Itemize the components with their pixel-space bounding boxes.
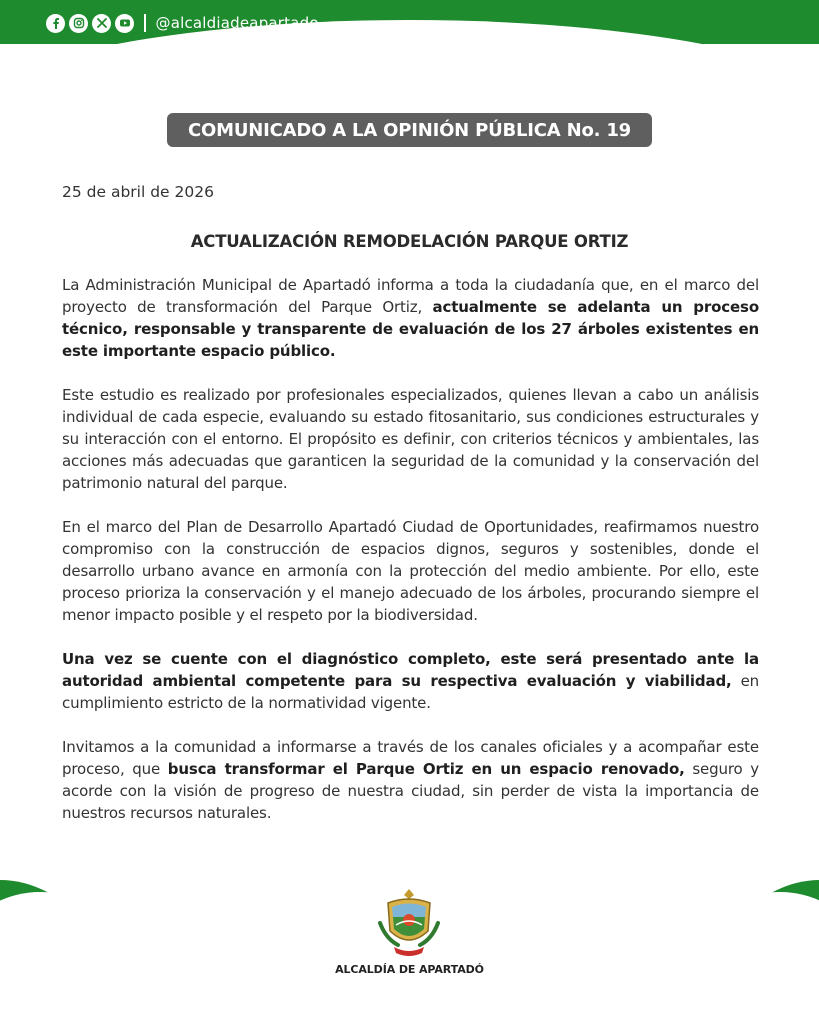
- paragraph-1-bold: actualmente se adelanta un proceso técnico, responsable y transparente de evaluación de los 27 árboles existentes en este importante espacio público.: [62, 298, 759, 360]
- paragraph-5: [62, 736, 759, 824]
- instagram-icon[interactable]: [69, 14, 88, 33]
- communique-headline: ACTUALIZACIÓN REMODELACIÓN PARQUE ORTIZ: [190, 232, 629, 251]
- header-divider: [144, 14, 146, 32]
- bottom-left-mask: [0, 892, 160, 1024]
- paragraph-4-text: en cumplimiento estricto de la normatividad vigente.: [62, 672, 759, 712]
- paragraph-4: [62, 648, 759, 714]
- municipal-shield-logo: [376, 887, 442, 959]
- paragraph-5-text-a: Invitamos a la comunidad a informarse a través de los canales oficiales y a acompañar este proceso, que: [62, 738, 759, 778]
- paragraph-5-bold: busca transformar el Parque Ortiz en un espacio renovado,: [167, 760, 685, 778]
- paragraph-4-bold: Una vez se cuente con el diagnóstico completo, este será presentado ante la autoridad ambiental competente para su respectiva evaluación y viabilidad,: [62, 650, 759, 690]
- logo-caption: ALCALDÍA DE APARTADÓ: [335, 963, 484, 976]
- paragraph-1: [62, 274, 759, 362]
- paragraph-2: Este estudio es realizado por profesionales especializados, quienes llevan a cabo un análisis individual de cada especie, evaluando su estado fitosanitario, sus condiciones estructurales y su interacción con el entorno. El propósito es definir, con criterios técnicos y ambientales, las acciones más adecuadas que garanticen la seguridad de la comunidad y la conservación del patrimonio natural del parque.: [62, 386, 759, 492]
- social-handle[interactable]: @alcaldiadeapartado: [155, 14, 319, 32]
- social-bar: [46, 13, 319, 33]
- facebook-icon[interactable]: [46, 14, 65, 33]
- paragraph-5-text-b: seguro y acorde con la visión de progreso de nuestra ciudad, sin perder de vista la importancia de nuestros recursos naturales.: [62, 760, 759, 822]
- paragraph-1-text: La Administración Municipal de Apartadó informa a toda la ciudadanía que, en el marco del proyecto de transformación del Parque Ortiz,: [62, 276, 759, 316]
- communique-date: 25 de abril de 2026: [62, 183, 214, 201]
- paragraph-3: En el marco del Plan de Desarrollo Apartadó Ciudad de Oportunidades, reafirmamos nuestro compromiso con la construcción de espacios dignos, seguros y sostenibles, donde el desarrollo urbano avance en armonía con la protección del medio ambiente. Por ello, este proceso prioriza la conservación y el manejo adecuado de los árboles, procurando siempre el menor impacto posible y el respeto por la biodiversidad.: [62, 518, 759, 624]
- communique-body: [62, 274, 759, 846]
- x-icon[interactable]: [92, 14, 111, 33]
- communique-title: COMUNICADO A LA OPINIÓN PÚBLICA No. 19: [167, 113, 652, 147]
- youtube-icon[interactable]: [115, 14, 134, 33]
- bottom-right-mask: [660, 892, 819, 1024]
